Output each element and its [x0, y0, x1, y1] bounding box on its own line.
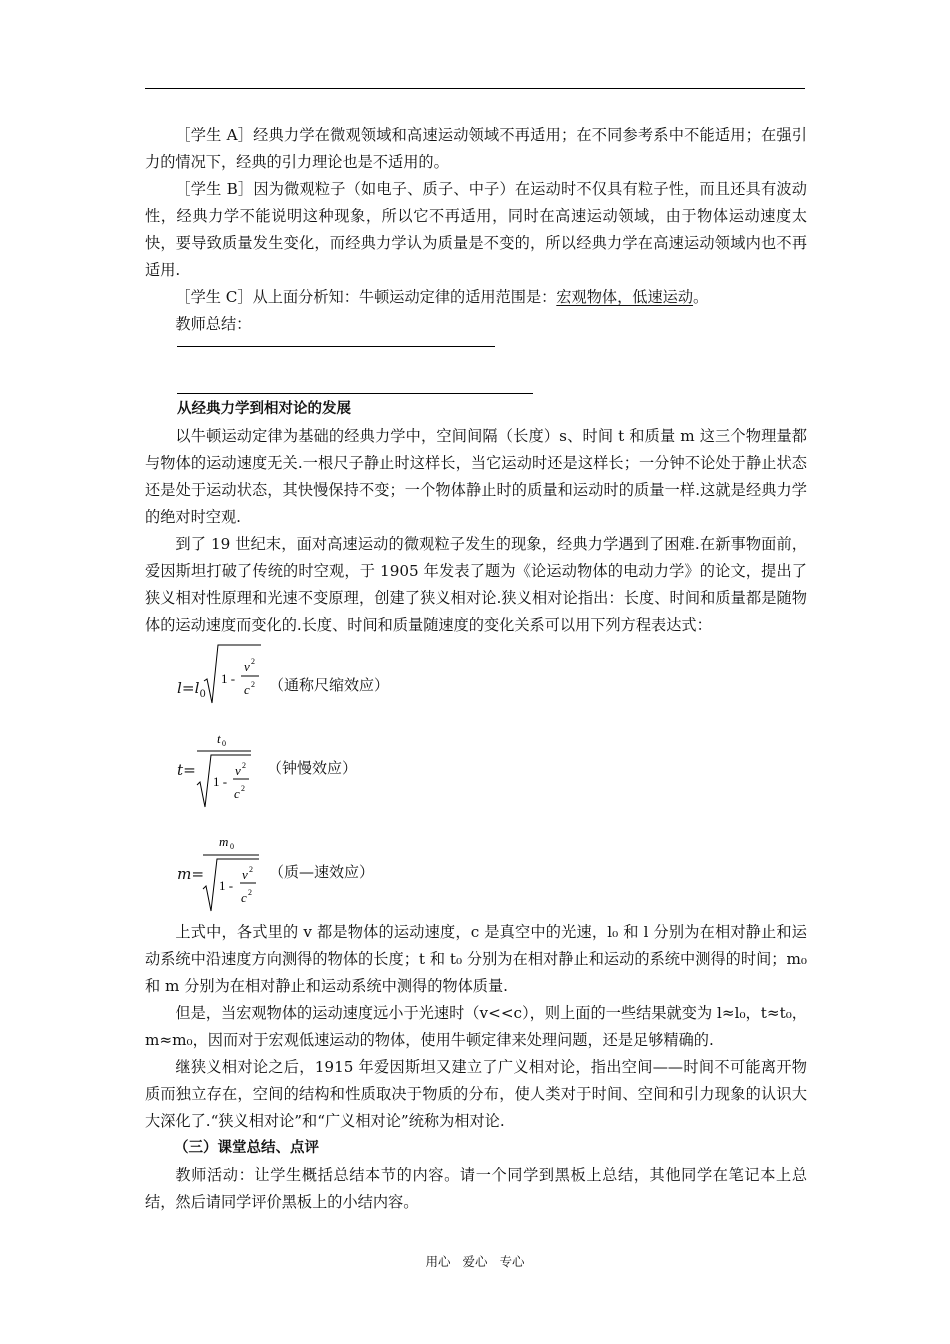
classical-mechanics-paragraph: 以牛顿运动定律为基础的经典力学中，空间间隔（长度）s、时间 t 和质量 m 这三个物理量都与物体的运动速度无关.一根尺子静止时这样长，当它运动时还是这样长；一分钟不论处于静止状态还是处于运动状态，其快慢保持不变；一个物体静止时的质量和运动时的质量一样.这就是经典力学的绝对时空观. — [145, 427, 807, 526]
svg-text:2: 2 — [251, 657, 255, 666]
svg-text:2: 2 — [241, 784, 245, 793]
svg-text:c: c — [244, 682, 250, 697]
svg-text:2: 2 — [242, 761, 246, 770]
general-relativity-paragraph: 继狭义相对论之后，1915 年爱因斯坦又建立了广义相对论，指出空间——时间不可能离开物质而独立存在，空间的结构和性质取决于物质的分布，使人类对于时间、空间和引力现象的认识大大深化了.“狭义相对论”和“广义相对论”统称为相对论. — [145, 1058, 807, 1130]
class-summary-title: （三）课堂总结、点评 — [174, 1140, 319, 1156]
svg-text:v: v — [242, 867, 248, 882]
svg-text:1 -: 1 - — [219, 878, 234, 893]
svg-text:c: c — [241, 890, 247, 905]
formula-2-lhs: t= — [177, 761, 196, 779]
svg-text:v: v — [235, 763, 241, 778]
svg-text:m: m — [219, 834, 229, 849]
svg-text:1 -: 1 - — [221, 671, 236, 686]
variables-explanation-paragraph: 上式中，各式里的 v 都是物体的运动速度，c 是真空中的光速，l₀ 和 l 分别为在相对静止和运动系统中沿速度方向测得的物体的长度；t 和 t₀ 分别为在相对静止和运动的系统中测得的时间；m₀ 和 m 分别为在相对静止和运动系统中测得的物体质量. — [145, 923, 807, 995]
time-dilation-formula — [177, 727, 807, 823]
formula-3-lhs: m= — [177, 865, 205, 883]
student-c-paragraph: ［学生 C］从上面分析知：牛顿运动定律的适用范围是：宏观物体，低速运动。 — [175, 288, 709, 306]
svg-text:1 -: 1 - — [213, 774, 228, 789]
formula-1-note: （通称尺缩效应） — [269, 676, 390, 694]
length-contraction-formula — [177, 639, 807, 717]
svg-text:t: t — [217, 731, 221, 746]
student-b-paragraph: ［学生 B］因为微观粒子（如电子、质子、中子）在运动时不仅具有粒子性，而且还具有波动性，经典力学不能说明这种现象，所以它不再适用，同时在高速运动领域，由于物体运动速度太快，要导致质量发生变化，而经典力学认为质量是不变的，所以经典力学在高速运动领域内也不再适用. — [145, 180, 807, 279]
svg-text:2: 2 — [249, 865, 253, 874]
summary-blank-line-2 — [177, 393, 533, 394]
formula-2-note: （钟慢效应） — [267, 759, 358, 777]
formula-1-lhs: $l=l_0$ — [177, 679, 206, 701]
section-title: 从经典力学到相对论的发展 — [177, 401, 351, 417]
svg-text:v: v — [244, 659, 250, 674]
mass-velocity-formula — [177, 827, 807, 915]
svg-text:2: 2 — [248, 888, 252, 897]
header-rule — [145, 88, 805, 89]
formula-1-sqrt — [203, 641, 263, 707]
low-speed-limit-paragraph: 但是，当宏观物体的运动速度远小于光速时（v<<c），则上面的一些结果就变为 l≈l₀，t≈t₀，m≈m₀，因而对于宏观低速运动的物体，使用牛顿定律来处理问题，还是足够精确的. — [145, 1004, 807, 1049]
svg-text:c: c — [234, 786, 240, 801]
document-body — [145, 122, 807, 1216]
teacher-activity-paragraph: 教师活动：让学生概括总结本节的内容。请一个同学到黑板上总结，其他同学在笔记本上总结，然后请同学评价黑板上的小结内容。 — [145, 1166, 807, 1211]
relativity-paragraph: 到了 19 世纪末，面对高速运动的微观粒子发生的现象，经典力学遇到了困难.在新事物面前，爱因斯坦打破了传统的时空观，于 1905 年发表了题为《论运动物体的电动力学》的论文，提出了狭义相对性原理和光速不变原理，创建了狭义相对论.狭义相对论指出：长度、时间和质量都是随物体的运动速度而变化的.长度、时间和质量随速度的变化关系可以用下列方程表达式： — [145, 535, 807, 634]
summary-blank-line-1 — [177, 346, 495, 347]
student-a-paragraph: ［学生 A］经典力学在微观领域和高速运动领域不再适用；在不同参考系中不能适用；在强引力的情况下，经典的引力理论也是不适用的。 — [145, 126, 807, 171]
page-footer: 用心 爱心 专心 — [425, 1254, 525, 1269]
formula-3-fraction — [197, 829, 261, 915]
svg-text:0: 0 — [222, 739, 226, 748]
formula-3-note: （质—速效应） — [269, 863, 375, 881]
svg-text:2: 2 — [251, 680, 255, 689]
svg-text:0: 0 — [230, 842, 234, 851]
teacher-summary-label: 教师总结： — [175, 315, 252, 333]
formula-2-fraction — [191, 727, 253, 817]
answer-underlined: 宏观物体，低速运动 — [556, 288, 694, 306]
